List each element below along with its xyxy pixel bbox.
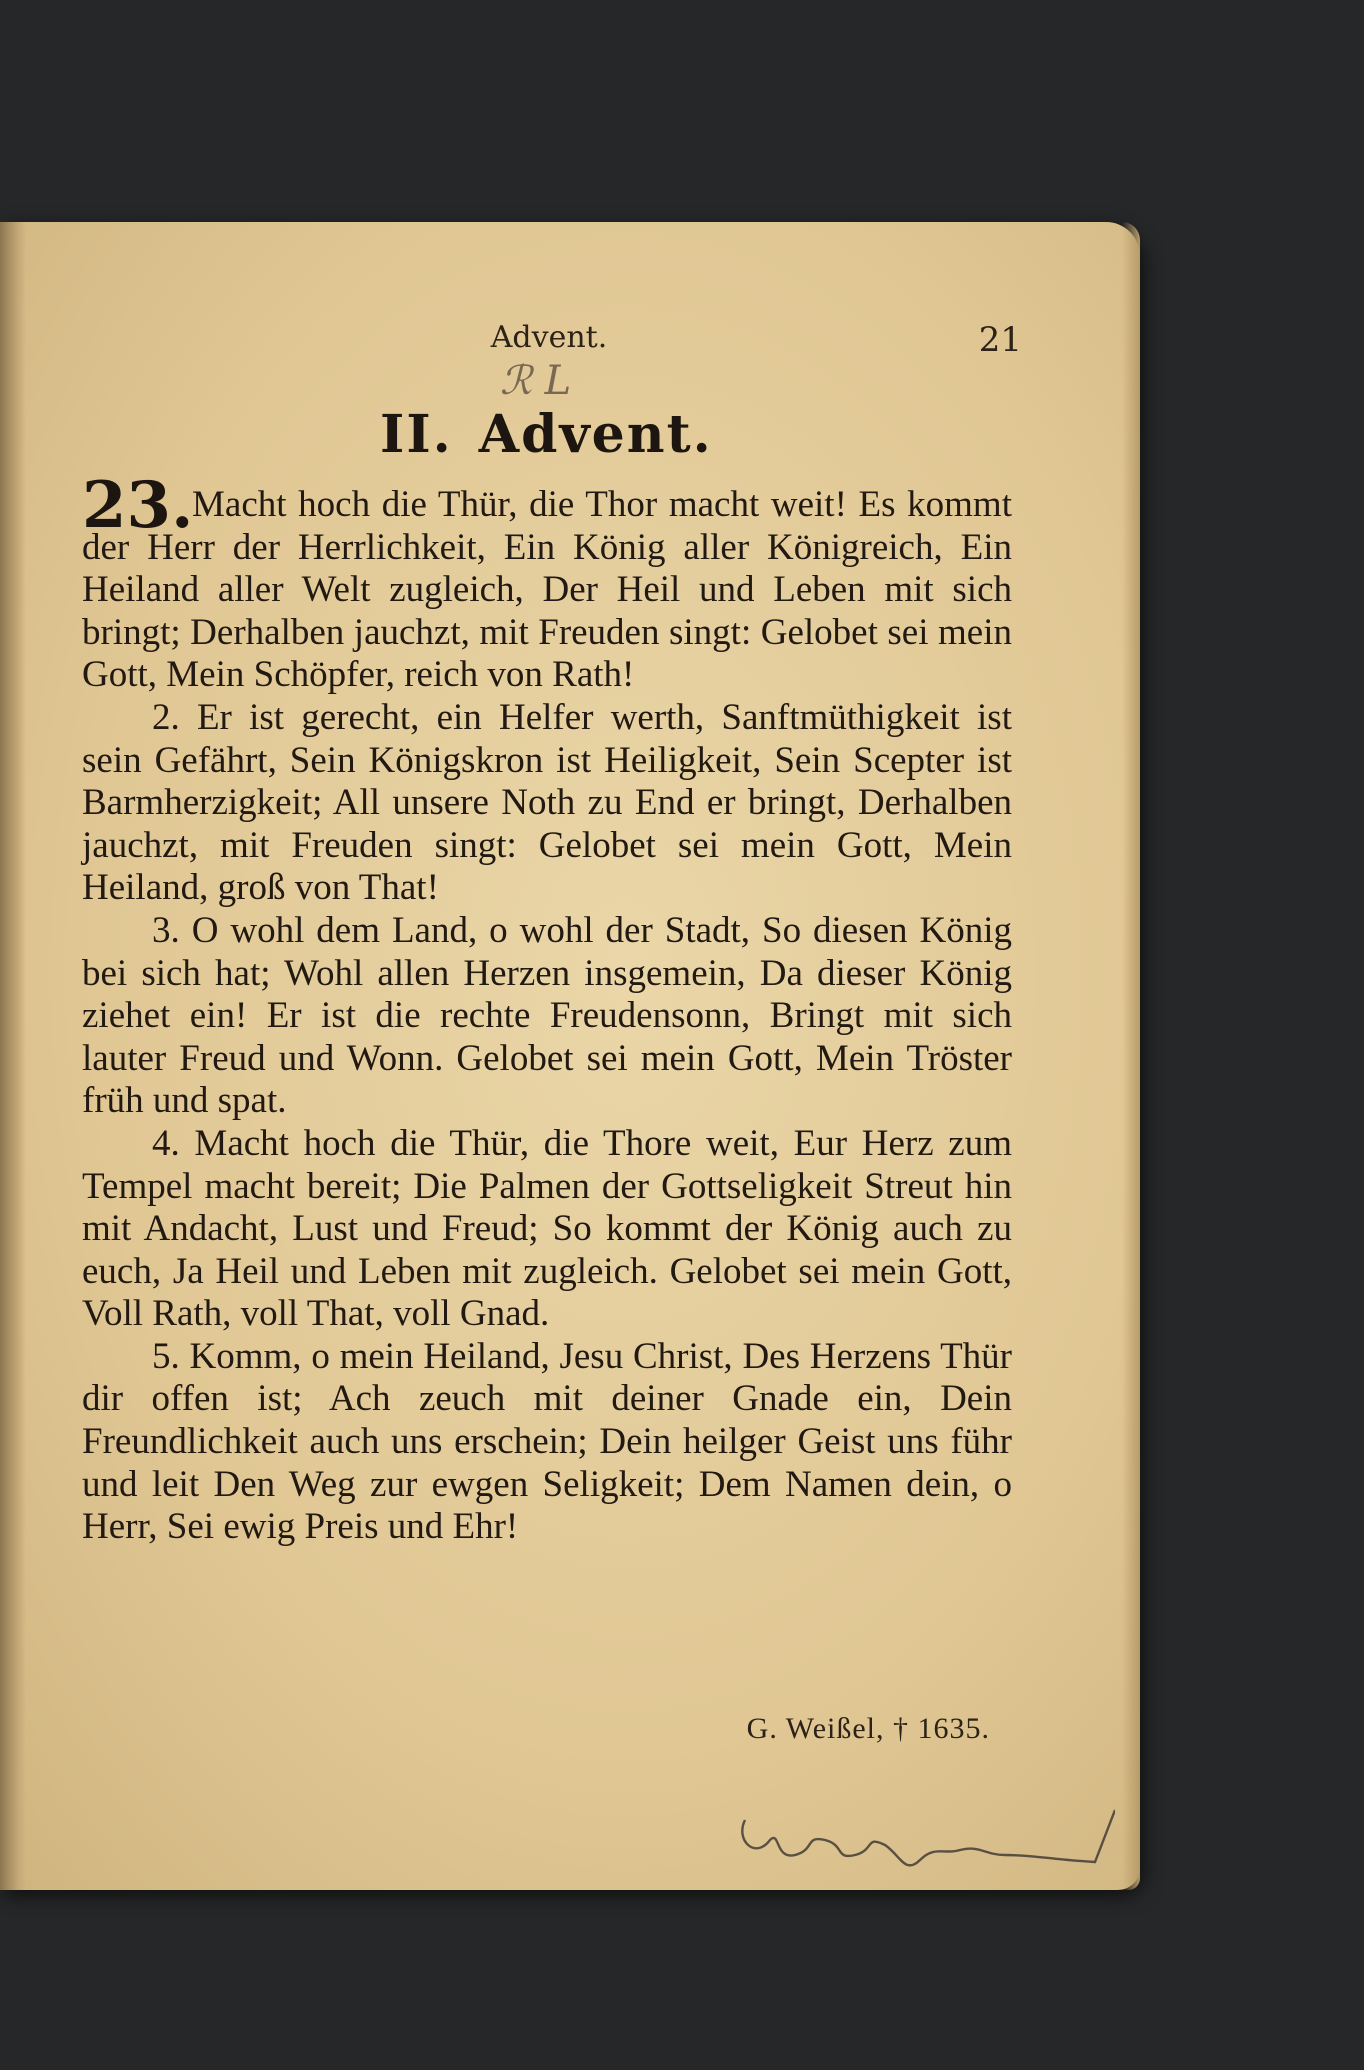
stanza-4: 4. Macht hoch die Thür, die Thore weit, Eur Herz zum Tempel macht bereit; Die Palmen der Gottseligkeit Streut hin mit Andacht, Lust und Freud; So kommt der König auch zu euch, Ja Heil und Leben mit zugleich. Gelobet sei mein Gott, Voll Rath, voll That, voll Gnad. bbox=[82, 1122, 1012, 1335]
stanza-1: Macht hoch die Thür, die Thor macht weit! Es kommt der Herr der Herrlichkeit, Ein König aller Königreich, Ein Heiland aller Welt zugleich, Der Heil und Leben mit sich bringt; Derhalben jauchzt, mit Freuden singt: Gelobet sei mein Gott, Mein Schöpfer, reich von Rath! bbox=[82, 484, 1012, 696]
running-header-title: Advent. bbox=[490, 320, 608, 355]
running-header bbox=[0, 320, 1364, 360]
handwritten-scribble bbox=[735, 1800, 1115, 1890]
pencil-annotation: ℛ L bbox=[500, 358, 572, 404]
page-number: 21 bbox=[978, 320, 1022, 360]
section-numeral: II. bbox=[380, 404, 453, 465]
hymn-number: 23. bbox=[82, 468, 194, 543]
hymn-text bbox=[82, 484, 1012, 1549]
section-title: Advent. bbox=[478, 404, 713, 465]
hymn-author: G. Weißel, † 1635. bbox=[746, 1712, 990, 1745]
section-heading bbox=[380, 404, 713, 468]
stanza-3: 3. O wohl dem Land, o wohl der Stadt, So diesen König bei sich hat; Wohl allen Herzen insgemein, Da dieser König ziehet ein! Er ist die rechte Freudensonn, Bringt mit sich lauter Freud und Wonn. Gelobet sei mein Gott, Mein Tröster früh und spat. bbox=[82, 909, 1012, 1122]
stanza-2: 2. Er ist gerecht, ein Helfer werth, Sanftmüthigkeit ist sein Gefährt, Sein Königskron ist Heiligkeit, Sein Scepter ist Barmherzigkeit; All unsere Noth zu End er bringt, Derhalben jauchzt, mit Freuden singt: Gelobet sei mein Gott, Mein Heiland, groß von That! bbox=[82, 696, 1012, 909]
stanza-5: 5. Komm, o mein Heiland, Jesu Christ, Des Herzens Thür dir offen ist; Ach zeuch mit deiner Gnade ein, Dein Freundlichkeit auch uns erschein; Dein heilger Geist uns führ und leit Den Weg zur ewgen Seligkeit; Dem Namen dein, o Herr, Sei ewig Preis und Ehr! bbox=[82, 1335, 1012, 1548]
